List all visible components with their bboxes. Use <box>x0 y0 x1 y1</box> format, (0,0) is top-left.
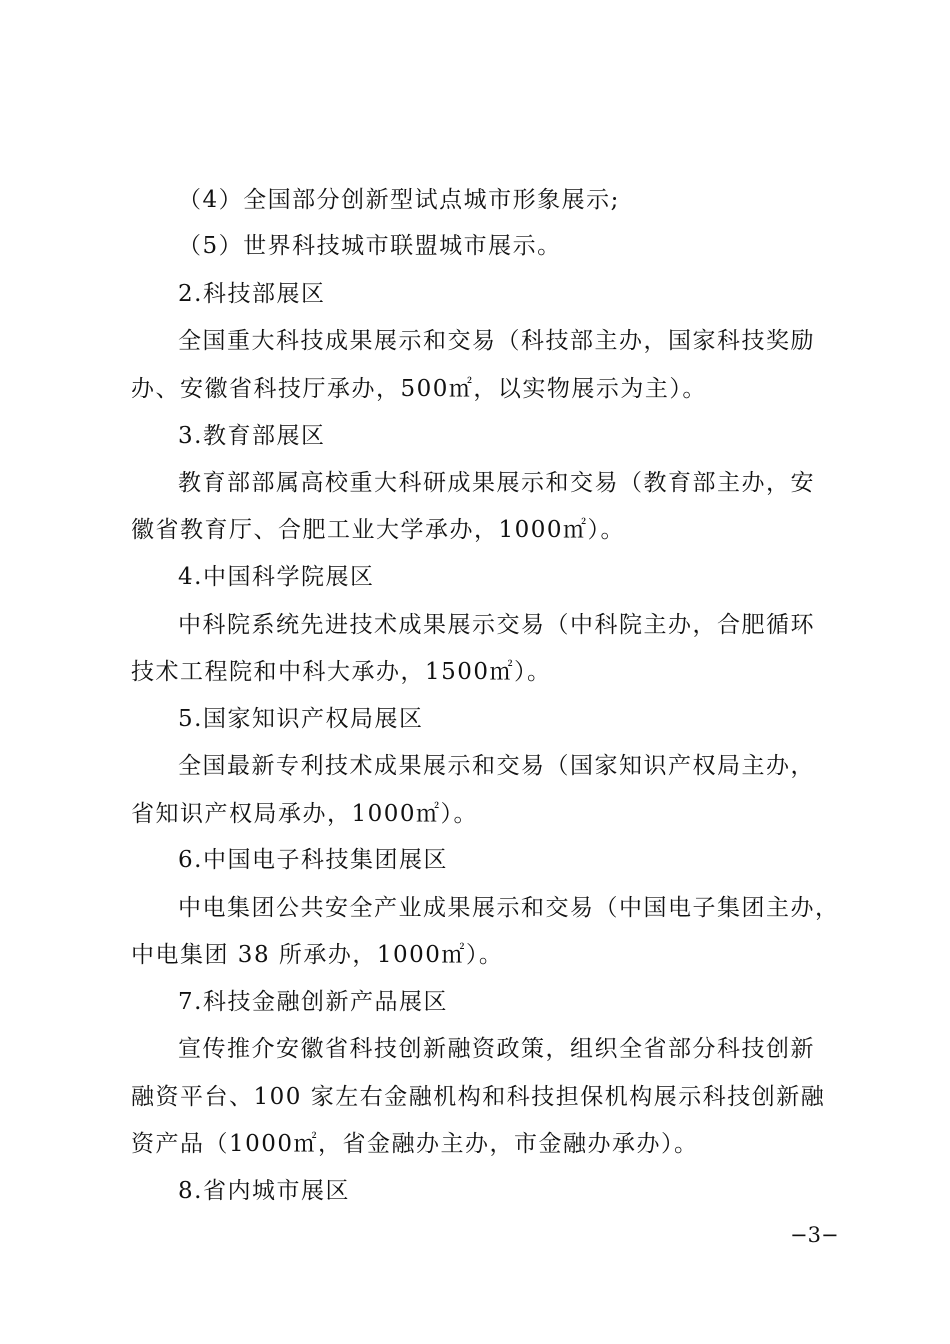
paragraph-line: 中电集团 38 所承办，1000㎡）。 <box>131 942 504 968</box>
section-heading-2: 2.科技部展区 <box>178 281 326 307</box>
paragraph-line: 技术工程院和中科大承办，1500㎡）。 <box>131 659 552 685</box>
paragraph-line: 全国最新专利技术成果展示和交易（国家知识产权局主办， <box>178 753 815 779</box>
paragraph-line: 教育部部属高校重大科研成果展示和交易（教育部主办，安 <box>178 470 815 496</box>
paragraph-line: 中科院系统先进技术成果展示交易（中科院主办，合肥循环 <box>178 612 815 638</box>
paragraph-line: 全国重大科技成果展示和交易（科技部主办，国家科技奖励 <box>178 328 815 354</box>
section-heading-7: 7.科技金融创新产品展区 <box>178 989 448 1015</box>
section-heading-5: 5.国家知识产权局展区 <box>178 706 424 732</box>
paragraph-line: 资产品（1000㎡，省金融办主办，市金融办承办）。 <box>131 1131 699 1157</box>
section-heading-6: 6.中国电子科技集团展区 <box>178 847 448 873</box>
list-item-5: （5）世界科技城市联盟城市展示。 <box>178 233 562 259</box>
paragraph-line: 徽省教育厅、合肥工业大学承办，1000㎡）。 <box>131 517 626 543</box>
section-heading-3: 3.教育部展区 <box>178 423 326 449</box>
paragraph-line: 省知识产权局承办，1000㎡）。 <box>131 801 479 827</box>
page-number: −3− <box>790 1223 839 1247</box>
paragraph-line: 融资平台、100 家左右金融机构和科技担保机构展示科技创新融 <box>131 1084 826 1110</box>
list-item-4: （4）全国部分创新型试点城市形象展示; <box>178 187 620 213</box>
section-heading-8: 8.省内城市展区 <box>178 1178 350 1204</box>
paragraph-line: 办、安徽省科技厅承办，500㎡，以实物展示为主）。 <box>131 376 707 402</box>
section-heading-4: 4.中国科学院展区 <box>178 564 375 590</box>
paragraph-line: 宣传推介安徽省科技创新融资政策，组织全省部分科技创新 <box>178 1036 815 1062</box>
paragraph-line: 中电集团公共安全产业成果展示和交易（中国电子集团主办， <box>178 895 840 921</box>
